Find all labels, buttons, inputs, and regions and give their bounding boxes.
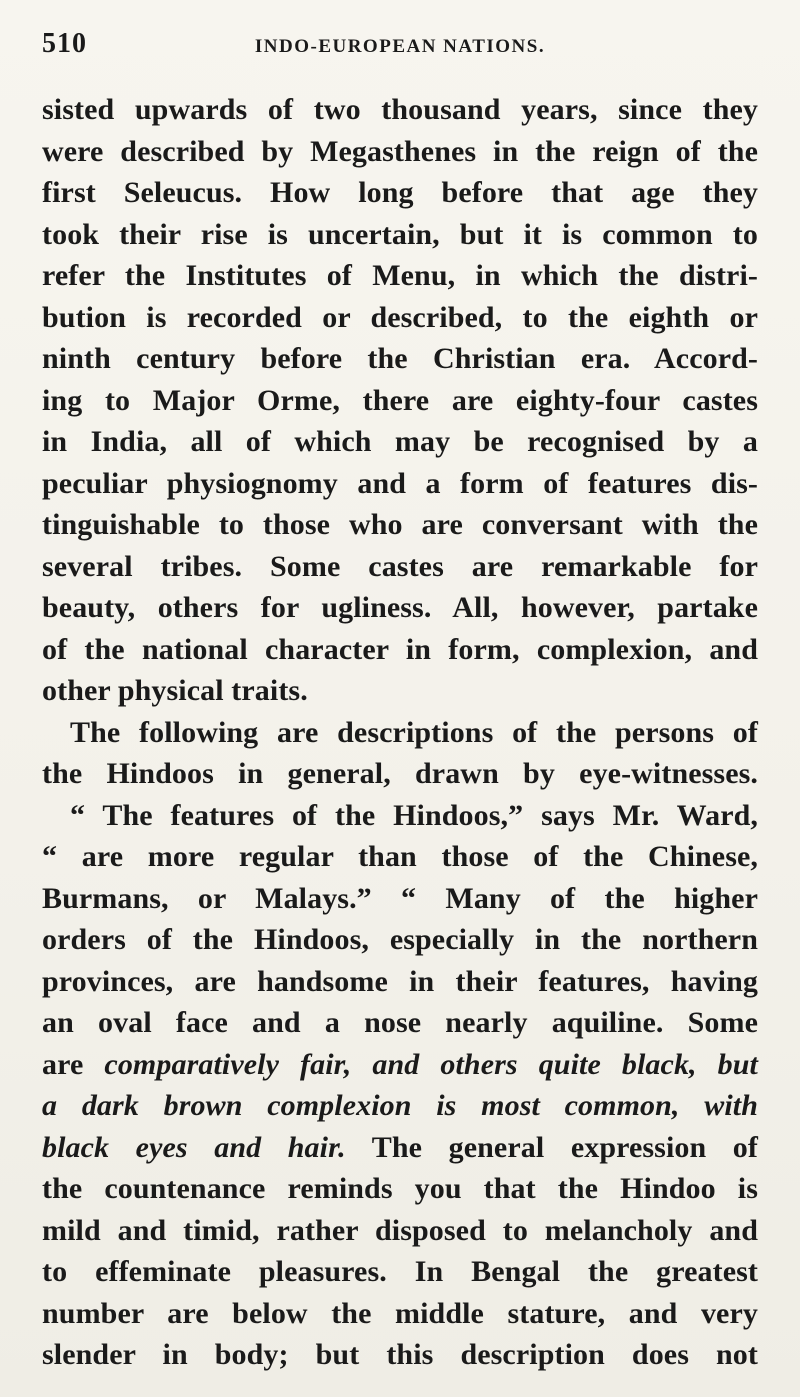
text-line: slender in body; but this description does not: [42, 1338, 758, 1371]
text-line: The following are descriptions of the persons of: [70, 715, 758, 749]
text-line: several tribes. Some castes are remarkable for: [42, 549, 758, 583]
text-line: in India, all of which may be recognised by a: [42, 425, 758, 458]
text-line: are comparatively fair, and others quite black, but: [42, 1047, 758, 1081]
text-line: black eyes and hair. The general expression of: [42, 1130, 759, 1164]
running-head: INDO-EUROPEAN NATIONS.: [254, 36, 546, 57]
text-line: to effeminate pleasures. In Bengal the greatest: [42, 1255, 758, 1288]
text-line: beauty, others for ugliness. All, however, partake: [42, 591, 758, 624]
text-line: orders of the Hindoos, especially in the northern: [42, 923, 758, 956]
text-line: of the national character in form, complexion, and: [42, 632, 758, 666]
text-line: “ are more regular than those of the Chinese,: [42, 840, 758, 873]
text-line: mild and timid, rather disposed to melancholy and: [42, 1213, 758, 1247]
text-line: Burmans, or Malays.” “ Many of the higher: [42, 881, 758, 915]
text-line: a dark brown complexion is most common, with: [42, 1089, 758, 1122]
text-line: refer the Institutes of Menu, in which the distri-: [42, 259, 758, 292]
text-line: provinces, are handsome in their features, having: [42, 964, 758, 998]
text-line: peculiar physiognomy and a form of features dis-: [42, 466, 758, 500]
text-line: the Hindoos in general, drawn by eye-witnesses.: [42, 757, 758, 790]
text-line: “ The features of the Hindoos,” says Mr. Ward,: [70, 798, 758, 832]
text-line: first Seleucus. How long before that age they: [42, 176, 758, 209]
text-line: tinguishable to those who are conversant with the: [42, 508, 758, 541]
text-line: were described by Megasthenes in the reign of the: [42, 134, 758, 168]
text-line: ing to Major Orme, there are eighty-four castes: [42, 383, 758, 417]
body-text: [42, 89, 758, 1376]
text-line: bution is recorded or described, to the eighth or: [42, 300, 758, 334]
text-line: number are below the middle stature, and very: [42, 1296, 758, 1330]
page-header: [42, 28, 758, 76]
text-line: other physical traits.: [42, 674, 308, 707]
text-line: ninth century before the Christian era. Accord-: [42, 342, 758, 375]
text-line: took their rise is uncertain, but it is common to: [42, 217, 758, 251]
text-line: an oval face and a nose nearly aquiline. Some: [42, 1006, 758, 1039]
text-line: the countenance reminds you that the Hindoo is: [42, 1172, 758, 1205]
page-number: 510: [42, 28, 87, 59]
text-line: sisted upwards of two thousand years, since they: [42, 93, 758, 126]
